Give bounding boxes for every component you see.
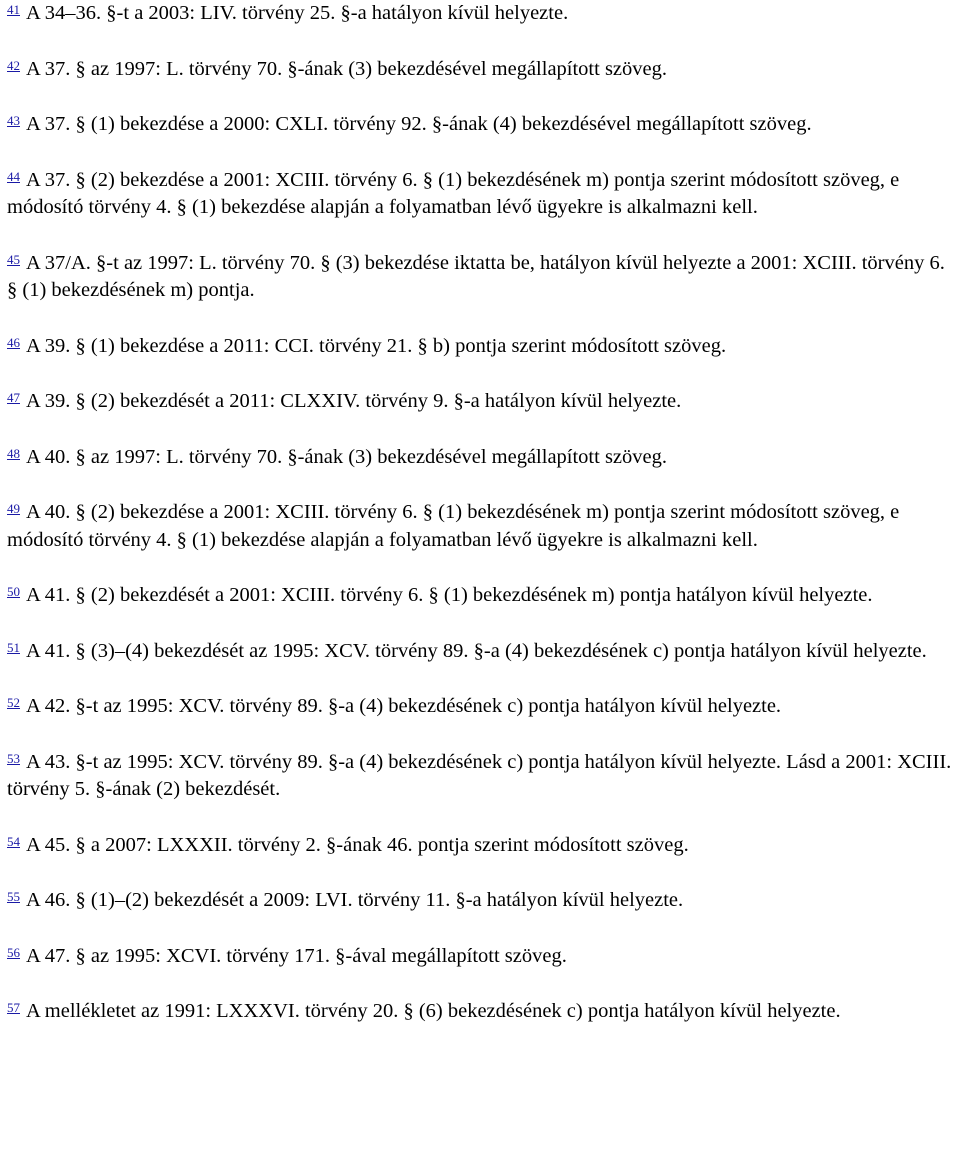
footnote bbox=[7, 56, 952, 84]
footnote bbox=[7, 499, 952, 554]
footnote-number-link[interactable]: 50 bbox=[7, 584, 20, 599]
footnote bbox=[7, 693, 952, 721]
footnote-number-link[interactable]: 48 bbox=[7, 445, 20, 461]
footnote bbox=[7, 832, 952, 860]
footnote-text: A 37. § (2) bekezdése a 2001: XCIII. törvény 6. § (1) bekezdésének m) pontja szerint módosított szöveg, e módosító törvény 4. § (1) bekezdése alapján a folyamatban lévő ügyekre is alkalmazni kell. bbox=[7, 168, 900, 218]
footnote-text: A mellékletet az 1991: LXXXVI. törvény 20. § (6) bekezdésének c) pontja hatályon kívül helyezte. bbox=[26, 1000, 841, 1022]
footnote bbox=[7, 582, 952, 610]
footnote-number-link[interactable]: 41 bbox=[7, 2, 20, 17]
footnote bbox=[7, 749, 952, 804]
footnote bbox=[7, 887, 952, 915]
footnote-text: A 37/A. §-t az 1997: L. törvény 70. § (3) bekezdése iktatta be, hatályon kívül helyezte a 2001: XCIII. törvény 6. § (1) bekezdésének m) pontja. bbox=[7, 251, 945, 301]
footnote bbox=[7, 167, 952, 222]
footnote-number-link[interactable]: 49 bbox=[7, 501, 20, 516]
footnote-number-link[interactable]: 42 bbox=[7, 57, 20, 73]
footnote-number-link[interactable]: 47 bbox=[7, 390, 20, 405]
footnote-number-link[interactable]: 52 bbox=[7, 695, 20, 710]
footnote bbox=[7, 943, 952, 971]
footnote bbox=[7, 388, 952, 416]
footnote bbox=[7, 250, 952, 305]
footnote-text: A 37. § (1) bekezdése a 2000: CXLI. törvény 92. §-ának (4) bekezdésével megállapított szöveg. bbox=[26, 113, 812, 135]
footnote-text: A 41. § (3)–(4) bekezdését az 1995: XCV. törvény 89. §-a (4) bekezdésének c) pontja hatályon kívül helyezte. bbox=[26, 639, 927, 662]
footnote-number-link[interactable]: 57 bbox=[7, 1000, 20, 1015]
footnote-number-link[interactable]: 55 bbox=[7, 889, 20, 904]
footnote-text: A 42. §-t az 1995: XCV. törvény 89. §-a (4) bekezdésének c) pontja hatályon kívül helyezte. bbox=[26, 695, 782, 717]
footnote-text: A 39. § (1) bekezdése a 2011: CCI. törvény 21. § b) pontja szerint módosított szöveg. bbox=[26, 334, 727, 357]
footnote-number-link[interactable]: 43 bbox=[7, 113, 20, 128]
footnote-text: A 39. § (2) bekezdését a 2011: CLXXIV. törvény 9. §-a hatályon kívül helyezte. bbox=[26, 390, 682, 412]
footnote bbox=[7, 333, 952, 361]
footnote-number-link[interactable]: 51 bbox=[7, 639, 20, 655]
footnote bbox=[7, 998, 952, 1026]
footnote-number-link[interactable]: 53 bbox=[7, 750, 20, 766]
footnote-number-link[interactable]: 56 bbox=[7, 944, 20, 960]
footnote-number-link[interactable]: 46 bbox=[7, 334, 20, 350]
footnote bbox=[7, 0, 952, 28]
footnote-text: A 43. §-t az 1995: XCV. törvény 89. §-a (4) bekezdésének c) pontja hatályon kívül helyezte. Lásd a 2001: XCIII. törvény 5. §-ának (2) bekezdését. bbox=[7, 750, 952, 800]
footnote-text: A 45. § a 2007: LXXXII. törvény 2. §-ának 46. pontja szerint módosított szöveg. bbox=[26, 833, 689, 856]
footnote bbox=[7, 111, 952, 139]
footnote-number-link[interactable]: 45 bbox=[7, 251, 20, 267]
footnote bbox=[7, 638, 952, 666]
footnote-number-link[interactable]: 44 bbox=[7, 168, 20, 184]
footnote-text: A 37. § az 1997: L. törvény 70. §-ának (3) bekezdésével megállapított szöveg. bbox=[26, 57, 667, 80]
footnote-text: A 40. § (2) bekezdése a 2001: XCIII. törvény 6. § (1) bekezdésének m) pontja szerint módosított szöveg, e módosító törvény 4. § (1) bekezdése alapján a folyamatban lévő ügyekre is alkalmazni kell. bbox=[7, 501, 900, 551]
footnote bbox=[7, 444, 952, 472]
footnote-text: A 41. § (2) bekezdését a 2001: XCIII. törvény 6. § (1) bekezdésének m) pontja hatályon kívül helyezte. bbox=[26, 584, 873, 606]
footnote-text: A 47. § az 1995: XCVI. törvény 171. §-ával megállapított szöveg. bbox=[26, 944, 567, 967]
footnote-text: A 40. § az 1997: L. törvény 70. §-ának (3) bekezdésével megállapított szöveg. bbox=[26, 445, 667, 468]
footnote-text: A 34–36. §-t a 2003: LIV. törvény 25. §-a hatályon kívül helyezte. bbox=[26, 2, 569, 24]
footnote-number-link[interactable]: 54 bbox=[7, 833, 20, 849]
footnote-text: A 46. § (1)–(2) bekezdését a 2009: LVI. törvény 11. §-a hatályon kívül helyezte. bbox=[26, 889, 684, 911]
